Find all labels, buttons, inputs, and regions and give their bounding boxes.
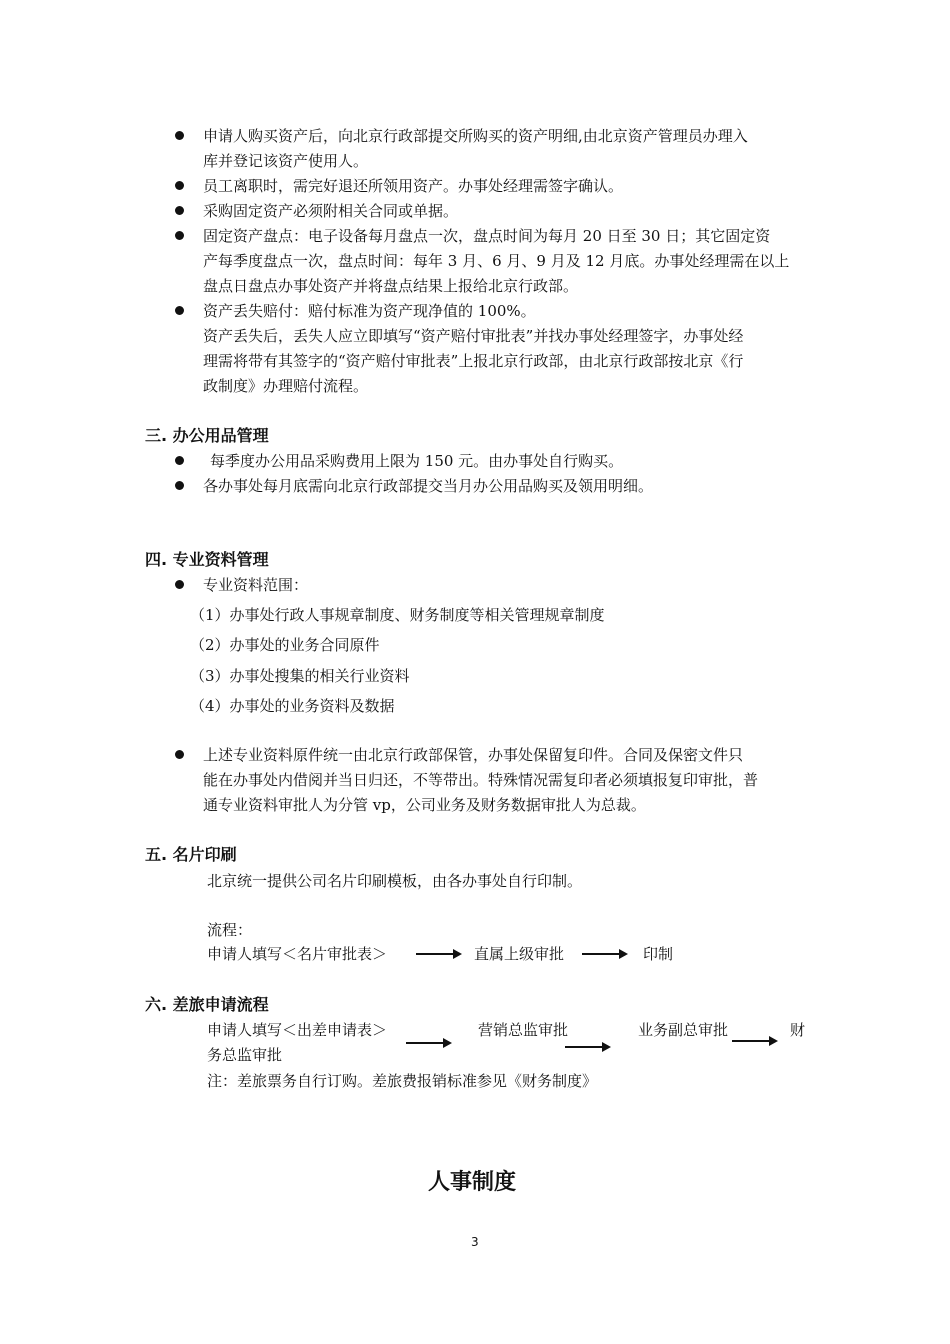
section-heading-professional-materials: 四. 专业资料管理 [145,550,269,569]
hr-section-title: 人事制度 [428,1170,517,1195]
bullet-icon [175,131,184,140]
page-number: 3 [471,1235,479,1249]
section-heading-office-supplies: 三. 办公用品管理 [145,426,269,445]
flow-step-apply: 申请人填写＜名片审批表＞ [207,945,388,963]
asset-purchase-text-cont: 库并登记该资产使用人。 [203,152,369,170]
asset-loss-paragraph: 资产丢失后，丢失人应立即填写“资产赔付审批表”并找办事处经理签字，办事处经 [203,327,744,345]
travel-step-apply: 申请人填写＜出差申请表＞ [207,1021,388,1039]
office-supplies-budget-text: 每季度办公用品采购费用上限为 150 元。由办事处自行购买。 [210,452,624,470]
materials-custody-text-cont: 能在办事处内借阅并当日归还，不等带出。特殊情况需复印者必须填报复印审批，普 [203,771,759,789]
asset-return-text: 员工离职时，需完好退还所领用资产。办事处经理需签字确认。 [203,177,624,195]
materials-scope-item: （2）办事处的业务合同原件 [190,636,380,654]
office-supplies-report-text: 各办事处每月底需向北京行政部提交当月办公用品购买及领用明细。 [203,477,654,495]
asset-contract-text: 采购固定资产必须附相关合同或单据。 [203,202,459,220]
asset-inventory-text: 固定资产盘点：电子设备每月盘点一次，盘点时间为每月 20 日至 30 日；其它固定资 [203,227,771,245]
materials-scope-text: 专业资料范围： [203,576,309,594]
travel-step-finance-cont: 务总监审批 [207,1046,283,1064]
asset-purchase-text: 申请人购买资产后，向北京行政部提交所购买的资产明细,由北京资产管理员办理入 [203,127,748,145]
flow-label: 流程： [207,921,253,939]
asset-inventory-text-cont: 产每季度盘点一次，盘点时间：每年 3 月、6 月、9 月及 12 月底。办事处经理需在以上 [203,252,790,270]
travel-step-vp: 业务副总审批 [638,1021,729,1039]
bullet-icon [175,181,184,190]
section-heading-travel-flow: 六. 差旅申请流程 [145,995,269,1014]
arrow-right-icon [416,953,460,955]
bullet-icon [175,456,184,465]
bullet-icon [175,206,184,215]
arrow-right-icon [582,953,626,955]
travel-step-marketing: 营销总监审批 [478,1021,569,1039]
arrow-right-icon [406,1042,450,1044]
materials-scope-item: （3）办事处搜集的相关行业资料 [190,667,410,685]
flow-step-print: 印制 [643,945,674,963]
materials-custody-text: 上述专业资料原件统一由北京行政部保管，办事处保留复印件。合同及保密文件只 [203,746,744,764]
materials-scope-item: （1）办事处行政人事规章制度、财务制度等相关管理规章制度 [190,606,605,624]
travel-note: 注：差旅票务自行订购。差旅费报销标准参见《财务制度》 [207,1072,598,1090]
asset-loss-paragraph: 理需将带有其签字的“资产赔付审批表”上报北京行政部，由北京行政部按北京《行 [203,352,744,370]
arrow-right-icon [565,1046,609,1048]
business-card-text: 北京统一提供公司名片印刷模板，由各办事处自行印制。 [207,872,583,890]
arrow-right-icon [732,1040,776,1042]
flow-step-supervisor: 直属上级审批 [474,945,565,963]
asset-loss-paragraph: 政制度》办理赔付流程。 [203,377,369,395]
materials-custody-text-cont: 通专业资料审批人为分管 vp，公司业务及财务数据审批人为总裁。 [203,796,646,814]
bullet-icon [175,580,184,589]
asset-inventory-text-cont: 盘点日盘点办事处资产并将盘点结果上报给北京行政部。 [203,277,579,295]
bullet-icon [175,231,184,240]
bullet-icon [175,306,184,315]
materials-scope-item: （4）办事处的业务资料及数据 [190,697,395,715]
bullet-icon [175,750,184,759]
section-heading-business-cards: 五. 名片印刷 [145,845,237,864]
bullet-icon [175,481,184,490]
asset-loss-text: 资产丢失赔付：赔付标准为资产现净值的 100%。 [203,302,536,320]
travel-step-finance: 财 [790,1021,806,1039]
